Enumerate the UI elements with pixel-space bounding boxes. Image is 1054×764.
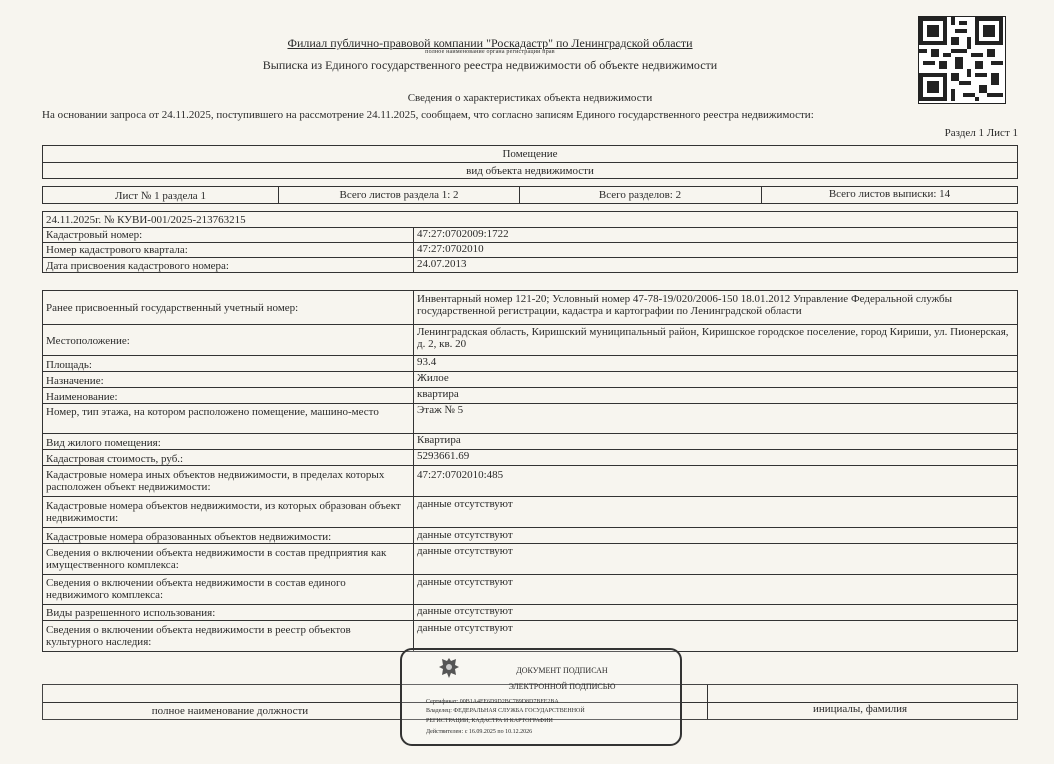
quarter-number-value: 47:27:0702010	[417, 243, 484, 255]
sheets-total: Всего листов выписки: 14	[828, 188, 951, 200]
parent-objects-value: 47:27:0702010:485	[417, 469, 504, 481]
section-title: Сведения о характеристиках объекта недвижимости	[407, 92, 653, 104]
location-value: Ленинградская область, Киришский муниципальный район, Киришское городское поселение, город Кириши, ул. Пионерская, д. 2, кв. 20	[417, 326, 1009, 350]
sheet-info-row	[42, 186, 1018, 204]
parent-objects-label: Кадастровые номера иных объектов недвижимости, в пределах которых расположен объект недвижимости:	[46, 469, 385, 493]
area-label: Площадь:	[46, 359, 92, 371]
object-type: Помещение	[502, 148, 558, 160]
name-label: Наименование:	[46, 391, 118, 403]
purpose-label: Назначение:	[46, 375, 104, 387]
sheet-no: Лист № 1 раздела 1	[115, 190, 206, 202]
cadastral-number-label: Кадастровый номер:	[46, 229, 143, 241]
stamp-cert: Сертификат: 00B1A4FE6D9D2BC789D8D7BFE2BA	[426, 699, 559, 705]
single-complex-value: данные отсутствуют	[417, 576, 513, 588]
floor-value: Этаж № 5	[417, 404, 464, 416]
formed-objects-value: данные отсутствуют	[417, 529, 513, 541]
intro-text: На основании запроса от 24.11.2025, поступившего на рассмотрение 24.11.2025, сообщаем, что согласно записям Единого государственного реестра недвижимости:	[42, 109, 814, 121]
request-number: 24.11.2025г. № КУВИ-001/2025-213763215	[46, 214, 246, 226]
prev-number-value: Инвентарный номер 121-20; Условный номер 47-78-19/020/2006-150 18.01.2012 Управление Федеральной службы государственной регистрации, кадастра и картографии по Ленинградской области	[417, 293, 953, 317]
name-value: квартира	[417, 388, 459, 400]
enterprise-label: Сведения о включении объекта недвижимости в состав предприятия как имущественного комплекса:	[46, 547, 387, 571]
cadastral-cost-label: Кадастровая стоимость, руб.:	[46, 453, 184, 465]
heritage-value: данные отсутствуют	[417, 622, 513, 634]
details-table	[42, 290, 1018, 652]
permitted-use-label: Виды разрешенного использования:	[46, 607, 216, 619]
assign-date-label: Дата присвоения кадастрового номера:	[46, 260, 229, 272]
living-type-label: Вид жилого помещения:	[46, 437, 161, 449]
stamp-owner: Владелец: ФЕДЕРАЛЬНАЯ СЛУЖБА ГОСУДАРСТВЕННОЙ	[426, 708, 585, 714]
floor-label: Номер, тип этажа, на котором расположено помещение, машино-место	[46, 406, 379, 418]
e-signature-stamp	[400, 648, 682, 746]
stamp-line1: ДОКУМЕНТ ПОДПИСАН	[516, 666, 608, 675]
org-caption: полное наименование органа регистрации прав	[425, 49, 555, 55]
qr-code-icon	[918, 16, 1006, 104]
assign-date-value: 24.07.2013	[417, 258, 467, 270]
quarter-number-label: Номер кадастрового квартала:	[46, 244, 188, 256]
cadastral-cost-value: 5293661.69	[417, 450, 470, 462]
enterprise-value: данные отсутствуют	[417, 545, 513, 557]
living-type-value: Квартира	[417, 434, 461, 446]
permitted-use-value: данные отсутствуют	[417, 605, 513, 617]
sections-total: Всего разделов: 2	[598, 189, 682, 201]
heritage-label: Сведения о включении объекта недвижимости в реестр объектов культурного наследия:	[46, 624, 351, 648]
cadastral-number-value: 47:27:0702009:1722	[417, 228, 509, 240]
section-sheet: Раздел 1 Лист 1	[944, 127, 1018, 139]
formed-objects-label: Кадастровые номера образованных объектов недвижимости:	[46, 531, 332, 543]
coat-of-arms-icon	[438, 656, 460, 680]
object-type-caption: вид объекта недвижимости	[466, 165, 594, 177]
sheets-in-section: Всего листов раздела 1: 2	[339, 189, 459, 201]
source-objects-label: Кадастровые номера объектов недвижимости, из которых образован объект недвижимости:	[46, 500, 401, 524]
area-value: 93.4	[417, 356, 437, 368]
prev-number-label: Ранее присвоенный государственный учетный номер:	[46, 302, 299, 314]
position-caption: полное наименование должности	[151, 705, 309, 717]
single-complex-label: Сведения о включении объекта недвижимости в состав единого недвижимого комплекса:	[46, 577, 346, 601]
ident-table	[42, 211, 1018, 273]
purpose-value: Жилое	[417, 372, 449, 384]
doc-title: Выписка из Единого государственного реестра недвижимости об объекте недвижимости	[262, 58, 718, 72]
stamp-owner2: РЕГИСТРАЦИИ, КАДАСТРА И КАРТОГРАФИИ	[426, 718, 553, 724]
stamp-valid: Действителен: с 16.09.2025 по 10.12.2026	[426, 729, 533, 735]
object-type-block	[42, 145, 1018, 179]
stamp-line2: ЭЛЕКТРОННОЙ ПОДПИСЬЮ	[508, 682, 616, 691]
name-caption: инициалы, фамилия	[812, 703, 908, 715]
org-name: Филиал публично-правовой компании "Роскадастр" по Ленинградской области	[287, 36, 693, 50]
source-objects-value: данные отсутствуют	[417, 498, 513, 510]
location-label: Местоположение:	[46, 335, 130, 347]
